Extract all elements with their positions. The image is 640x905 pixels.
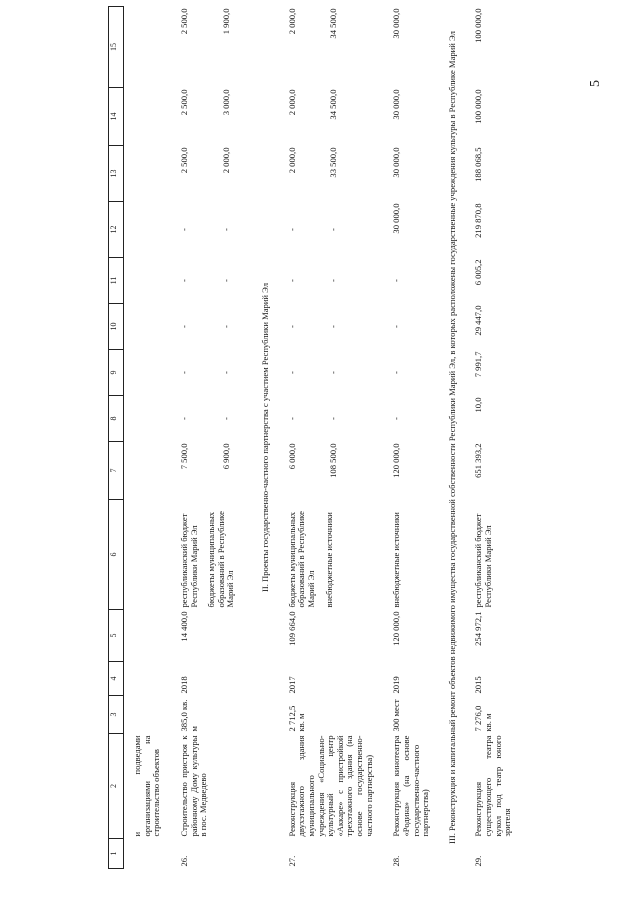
table-row <box>124 7 171 869</box>
funding-source: внебюджетные источники <box>391 512 402 608</box>
funding-value: - <box>328 325 339 328</box>
object-name: Реконструкция двухэтажного здания муниципального учреждения «Социально-культурный центр «Аккаре» с пристройкой трехэтажного здания (на основе государственно-частного партнерства) <box>286 735 374 837</box>
funding-value: - <box>286 228 297 231</box>
estimated-cost: 14 400,0 <box>178 611 189 642</box>
value-column-13 <box>124 146 171 202</box>
table-row <box>383 7 440 869</box>
funding-value: - <box>220 228 231 231</box>
funding-value: - <box>220 279 231 282</box>
funding-value: 10,0 <box>473 397 484 413</box>
column-number-header: 7 <box>109 442 124 500</box>
funding-value: 33 500,0 <box>328 147 339 178</box>
funding-value: 651 393,2 <box>473 443 484 478</box>
funding-value: - <box>220 371 231 374</box>
value-column-7 <box>383 442 440 500</box>
value-column-13 <box>465 146 522 202</box>
value-column-14 <box>124 88 171 146</box>
funding-value: 2 500,0 <box>178 8 189 35</box>
value-column-12 <box>279 202 384 258</box>
section-heading-3-title: III. Реконструкция и капитальный ремонт объектов недвижимого имущества государственной собственности Республики Марий Эл, в которых расположены государственные учреждения культуры в Республике Марий Эл <box>446 31 457 844</box>
column-number-header: 11 <box>109 258 124 304</box>
funding-value: - <box>178 279 189 282</box>
row-number <box>124 839 171 869</box>
value-column-10 <box>465 304 522 350</box>
funding-value: 2 000,0 <box>286 8 297 35</box>
funding-value: 2 000,0 <box>286 89 297 116</box>
funding-value: 6 005,2 <box>473 259 484 286</box>
funding-sources <box>171 500 253 610</box>
value-column-12 <box>124 202 171 258</box>
table-row <box>279 7 384 869</box>
value-column-10 <box>279 304 384 350</box>
column-number-header: 15 <box>109 7 124 88</box>
value-column-8 <box>124 396 171 442</box>
funding-value: 2 500,0 <box>178 89 189 116</box>
funding-value: 2 000,0 <box>286 147 297 174</box>
funding-value: - <box>391 417 402 420</box>
value-column-15 <box>383 7 440 88</box>
funding-value: 120 000,0 <box>391 443 402 478</box>
funding-value: - <box>328 417 339 420</box>
funding-value: 100 000,0 <box>473 89 484 124</box>
row-number: 29. <box>473 855 484 867</box>
object-capacity: 300 мест <box>391 699 402 732</box>
column-number-header-row <box>109 7 124 869</box>
funding-source: бюджеты муниципальных образований в Республике Марий Эл <box>286 511 316 608</box>
funding-value: 34 500,0 <box>328 89 339 120</box>
value-column-14 <box>279 88 384 146</box>
completion-year: 2017 <box>286 676 297 694</box>
funding-value: - <box>178 228 189 231</box>
object-name: Строительство пристроя к районному Дому культуры в пос. Медведево <box>178 735 209 837</box>
value-column-11 <box>465 258 522 304</box>
funding-value: - <box>178 371 189 374</box>
funding-value: - <box>178 417 189 420</box>
page-number: 5 <box>588 80 603 87</box>
funding-value: 30 000,0 <box>391 203 402 234</box>
column-number-header: 1 <box>109 839 124 869</box>
funding-value: - <box>220 417 231 420</box>
object-capacity: 7 276,0 кв. м <box>473 705 493 732</box>
value-column-11 <box>171 258 253 304</box>
table-body <box>109 7 522 869</box>
value-column-14 <box>383 88 440 146</box>
funding-sources <box>124 500 171 610</box>
value-column-9 <box>383 350 440 396</box>
value-column-12 <box>465 202 522 258</box>
completion-year: 2015 <box>473 676 484 694</box>
object-name: Реконструкция кинотеатра «Родина» (на основе государственно-частного партнерства) <box>391 735 431 837</box>
section-heading-2-title: II. Проекты государственно-частного партнерства с участием Республики Марий Эл <box>260 282 270 593</box>
value-column-7 <box>465 442 522 500</box>
funding-value: 3 000,0 <box>220 89 231 116</box>
funding-source: внебюджетные источники <box>323 512 334 608</box>
funding-value: 108 500,0 <box>328 443 339 478</box>
column-number-header: 8 <box>109 396 124 442</box>
value-column-7 <box>124 442 171 500</box>
funding-value: 219 870,8 <box>473 203 484 238</box>
value-column-8 <box>279 396 384 442</box>
table-row <box>465 7 522 869</box>
section-heading-2 <box>253 7 279 869</box>
value-column-8 <box>465 396 522 442</box>
value-column-15 <box>124 7 171 88</box>
value-column-7 <box>279 442 384 500</box>
funding-value: 7 500,0 <box>178 443 189 470</box>
funding-value: 30 000,0 <box>391 89 402 120</box>
completion-year <box>124 662 171 696</box>
funding-value: 7 991,7 <box>473 351 484 378</box>
funding-value: - <box>286 325 297 328</box>
funding-value: - <box>391 371 402 374</box>
value-column-14 <box>171 88 253 146</box>
value-column-13 <box>383 146 440 202</box>
object-capacity <box>124 696 171 734</box>
value-column-10 <box>383 304 440 350</box>
funding-sources <box>465 500 522 610</box>
column-number-header: 5 <box>109 610 124 662</box>
value-column-13 <box>171 146 253 202</box>
funding-value: 6 000,0 <box>286 443 297 470</box>
funding-value: 2 500,0 <box>178 147 189 174</box>
object-name: и подведами организациями на строительство объектов <box>132 735 162 837</box>
funding-value: - <box>328 371 339 374</box>
column-number-header: 6 <box>109 500 124 610</box>
value-column-9 <box>465 350 522 396</box>
funding-value: 30 000,0 <box>391 8 402 39</box>
object-name: Реконструкция существующего театра кукол под театр юного зрителя <box>473 735 513 837</box>
column-number-header: 9 <box>109 350 124 396</box>
column-number-header: 10 <box>109 304 124 350</box>
value-column-12 <box>383 202 440 258</box>
column-number-header: 13 <box>109 146 124 202</box>
funding-source: республиканский бюджет Республики Марий Эл <box>473 513 493 608</box>
row-number: 28. <box>391 855 402 867</box>
value-column-11 <box>279 258 384 304</box>
value-column-9 <box>171 350 253 396</box>
value-column-14 <box>465 88 522 146</box>
value-column-8 <box>171 396 253 442</box>
funding-source: бюджеты муниципальных образований в Республике Марий Эл <box>206 511 236 608</box>
funding-value: - <box>391 325 402 328</box>
funding-value: - <box>391 279 402 282</box>
value-column-13 <box>279 146 384 202</box>
row-number: 27. <box>286 855 297 867</box>
value-column-15 <box>465 7 522 88</box>
column-number-header: 12 <box>109 202 124 258</box>
funding-value: - <box>178 325 189 328</box>
column-number-header: 3 <box>109 696 124 734</box>
completion-year: 2018 <box>178 676 189 694</box>
estimated-cost: 109 664,0 <box>286 611 297 646</box>
estimated-cost <box>124 610 171 662</box>
column-number-header: 4 <box>109 662 124 696</box>
value-column-8 <box>383 396 440 442</box>
funding-value: 188 068,5 <box>473 147 484 182</box>
object-capacity: 385,0 кв. м <box>178 699 199 732</box>
completion-year: 2019 <box>391 676 402 694</box>
column-number-header: 2 <box>109 734 124 839</box>
column-number-header: 14 <box>109 88 124 146</box>
funding-value: 6 900,0 <box>220 443 231 470</box>
funding-sources <box>383 500 440 610</box>
value-column-9 <box>124 350 171 396</box>
value-column-15 <box>279 7 384 88</box>
funding-value: 30 000,0 <box>391 147 402 178</box>
funding-value: - <box>286 371 297 374</box>
funding-value: 34 500,0 <box>328 8 339 39</box>
funding-value: - <box>328 279 339 282</box>
value-column-10 <box>124 304 171 350</box>
funding-sources <box>279 500 384 610</box>
value-column-12 <box>171 202 253 258</box>
funding-source: республиканский бюджет Республики Марий Эл <box>178 513 199 608</box>
value-column-10 <box>171 304 253 350</box>
investment-objects-table <box>108 6 522 869</box>
funding-value: - <box>328 228 339 231</box>
table-row <box>171 7 253 869</box>
funding-value: 1 900,0 <box>220 8 231 35</box>
funding-value: 100 000,0 <box>473 8 484 43</box>
value-column-9 <box>279 350 384 396</box>
funding-value: 2 000,0 <box>220 147 231 174</box>
value-column-11 <box>383 258 440 304</box>
object-capacity: 2 712,5 кв. м <box>286 705 307 732</box>
funding-value: 29 447,0 <box>473 305 484 336</box>
funding-value: - <box>286 279 297 282</box>
value-column-7 <box>171 442 253 500</box>
estimated-cost: 254 972,1 <box>473 611 484 646</box>
funding-value: - <box>286 417 297 420</box>
value-column-15 <box>171 7 253 88</box>
section-heading-3 <box>440 7 466 869</box>
value-column-11 <box>124 258 171 304</box>
estimated-cost: 120 000,0 <box>391 611 402 646</box>
row-number: 26. <box>178 855 189 867</box>
funding-value: - <box>220 325 231 328</box>
